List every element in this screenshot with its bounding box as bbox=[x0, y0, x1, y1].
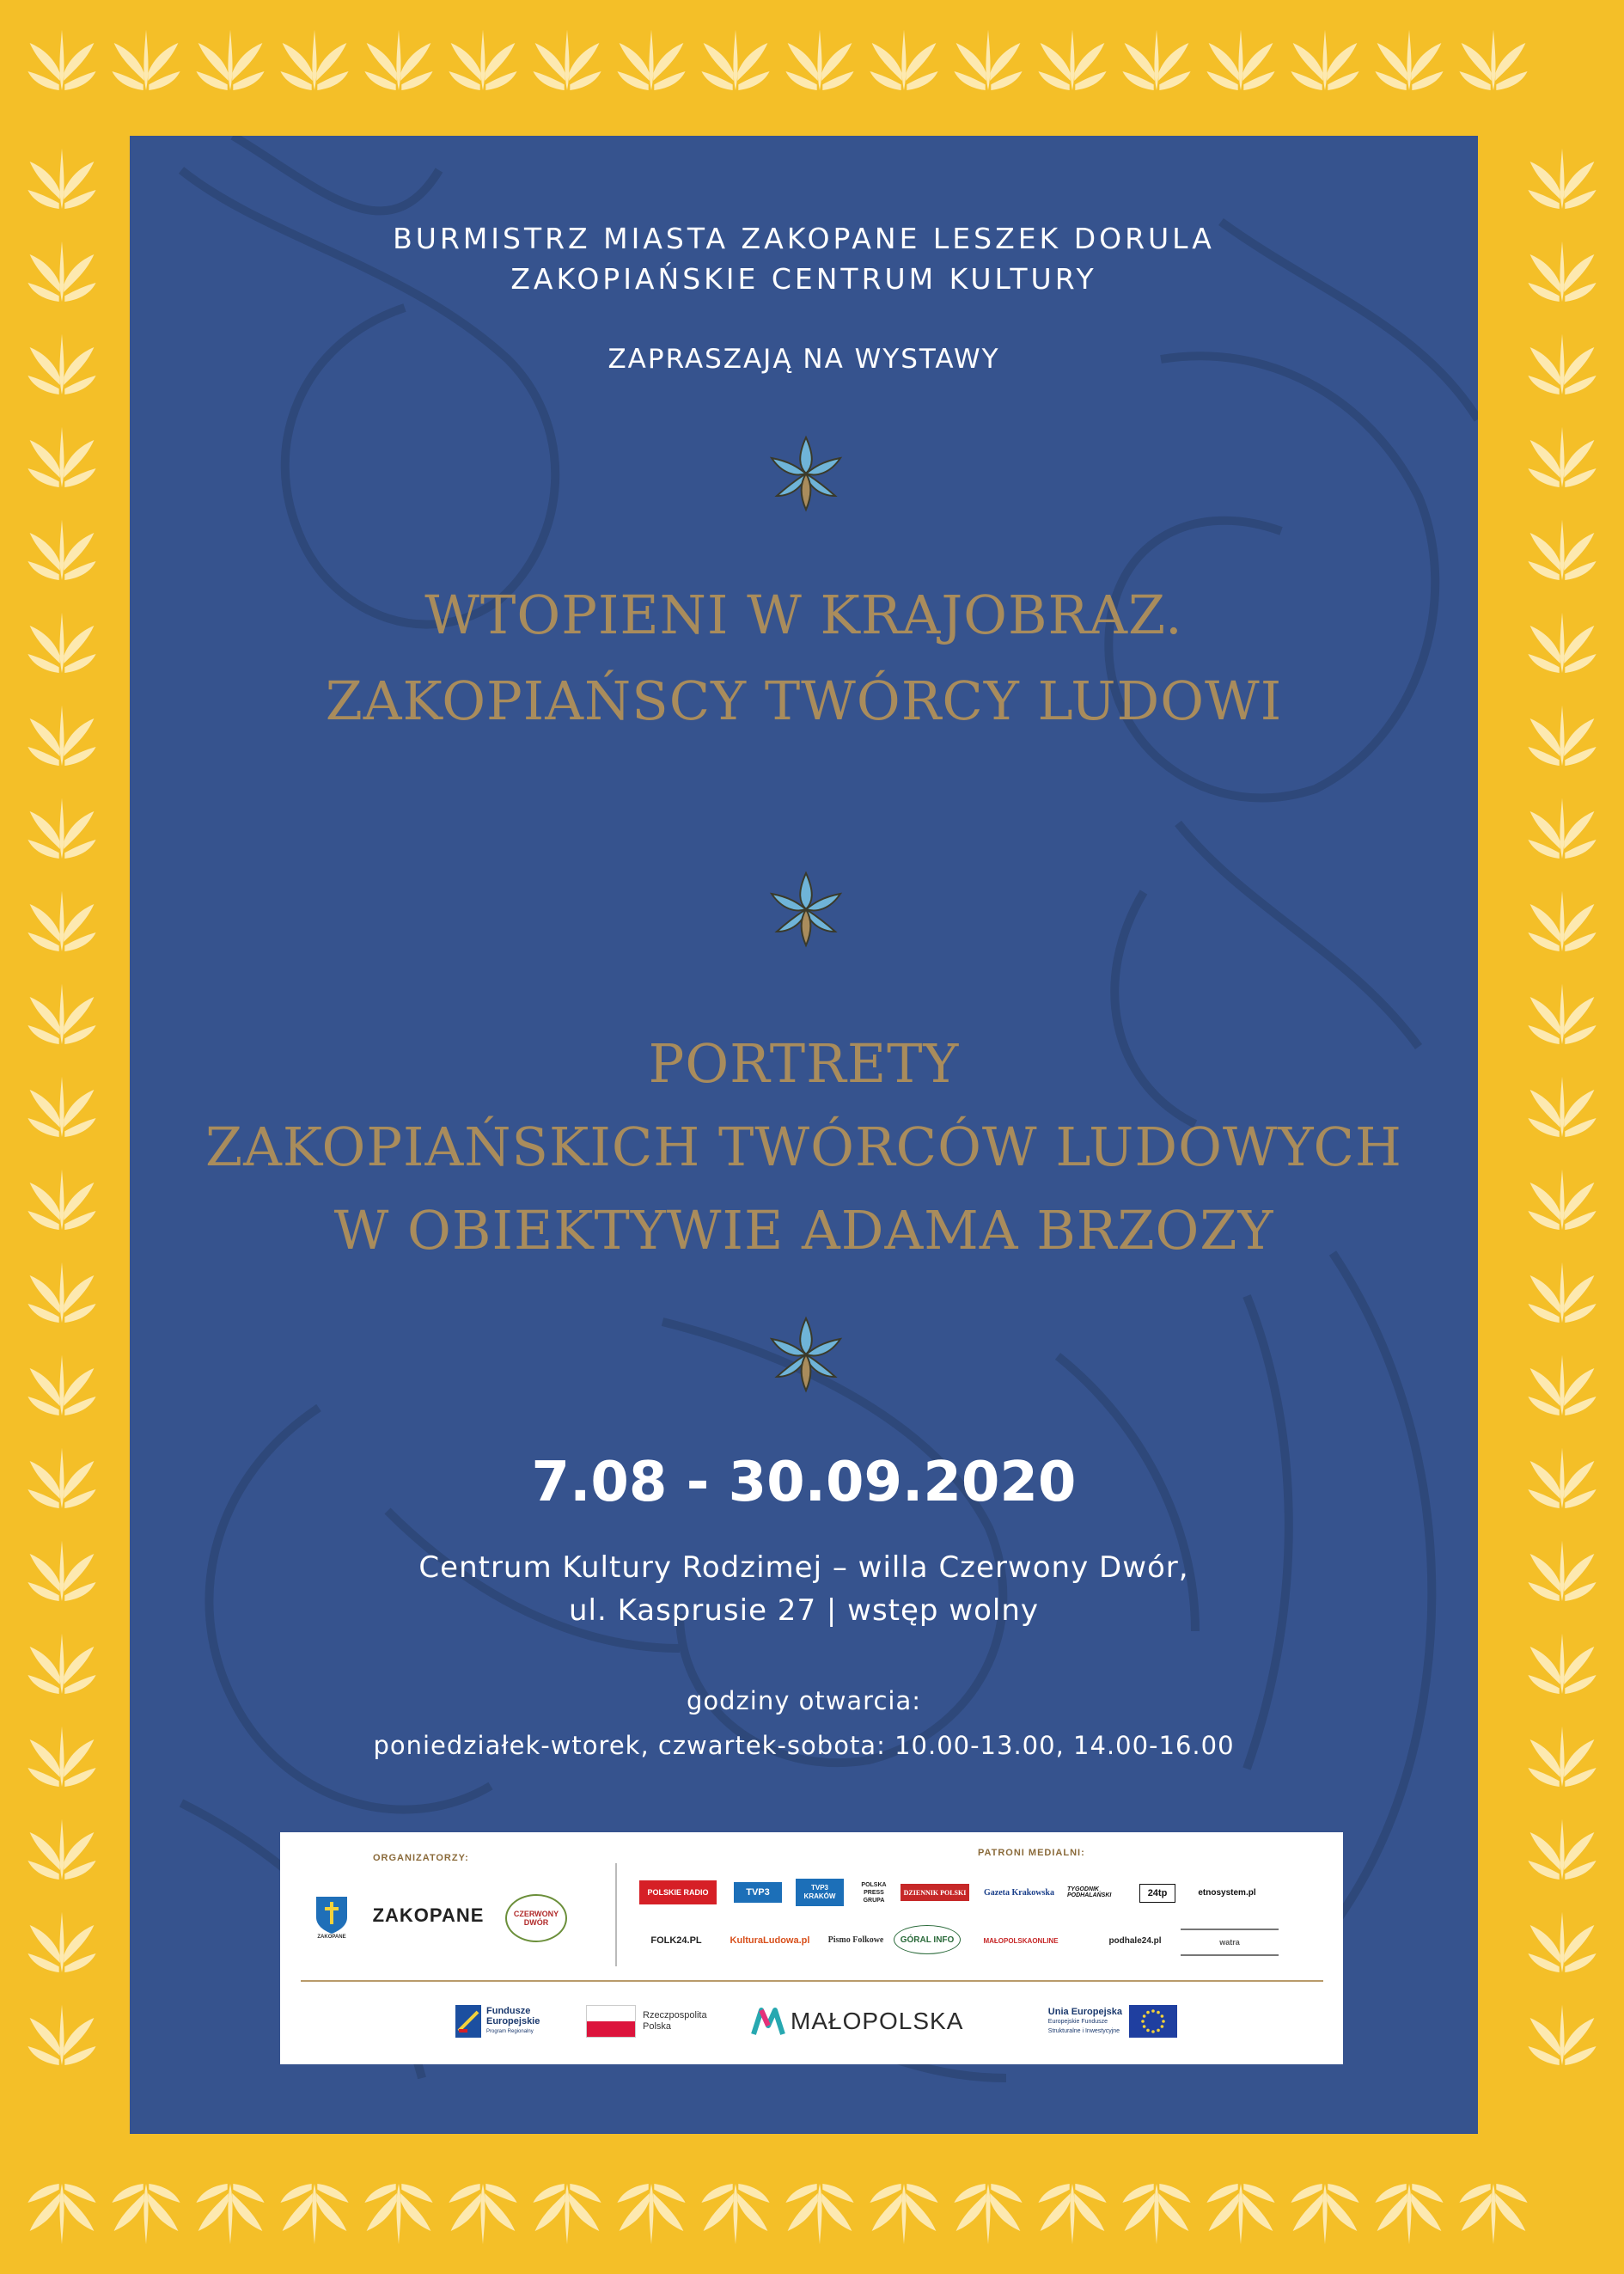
border-sprig-ornament bbox=[1122, 30, 1190, 90]
kultura-ludowa-logo: KulturaLudowa.pl bbox=[730, 1935, 810, 1946]
border-sprig-ornament bbox=[27, 520, 95, 580]
border-sprig-ornament bbox=[27, 30, 95, 90]
border-sprig-ornament bbox=[1528, 334, 1596, 394]
tygodnik-podhalanski-logo: TYGODNIK PODHALAŃSKI bbox=[1067, 1886, 1112, 1898]
coat-of-arms-caption: ZAKOPANE bbox=[317, 1935, 346, 1940]
border-sprig-ornament bbox=[785, 30, 853, 90]
eu-star bbox=[1157, 2029, 1160, 2033]
border-sprig-ornament bbox=[1528, 1170, 1596, 1230]
border-sprig-ornament bbox=[1459, 2184, 1527, 2244]
border-sprig-ornament bbox=[364, 30, 432, 90]
border-sprig-ornament bbox=[27, 427, 95, 487]
border-sprig-ornament bbox=[1528, 706, 1596, 766]
border-sprig-ornament bbox=[27, 1170, 95, 1230]
eu-star bbox=[1143, 2025, 1146, 2028]
border-sprig-ornament bbox=[1528, 891, 1596, 951]
tvp3-logo: TVP3 bbox=[734, 1882, 782, 1903]
border-sprig-ornament bbox=[533, 2184, 601, 2244]
border-sprig-ornament bbox=[27, 1262, 95, 1323]
border-sprig-ornament bbox=[112, 30, 180, 90]
rp-line-2: Polska bbox=[643, 2021, 672, 2032]
organizer-line-2: ZAKOPIAŃSKIE CENTRUM KULTURY bbox=[510, 262, 1097, 296]
eu-line-2: Europejskie Fundusze bbox=[1047, 2018, 1108, 2025]
border-sprig-ornament bbox=[1122, 2184, 1190, 2244]
border-sprig-ornament bbox=[364, 2184, 432, 2244]
border-sprig-ornament bbox=[1291, 30, 1358, 90]
border-sprig-ornament bbox=[1375, 30, 1443, 90]
eu-star bbox=[1151, 2009, 1155, 2013]
border-sprig-ornament bbox=[701, 2184, 769, 2244]
border-sprig-ornament bbox=[449, 30, 516, 90]
border-sprig-ornament bbox=[27, 149, 95, 209]
border-sprig-ornament bbox=[27, 2005, 95, 2065]
border-sprig-ornament bbox=[1528, 1448, 1596, 1508]
border-sprig-ornament bbox=[1528, 241, 1596, 302]
border-sprig-ornament bbox=[954, 2184, 1022, 2244]
venue-line-2: ul. Kasprusie 27 | wstęp wolny bbox=[568, 1593, 1040, 1628]
opening-hours-label: godziny otwarcia: bbox=[686, 1686, 922, 1715]
fundusze-europejskie-logo bbox=[455, 1997, 576, 2045]
border-sprig-ornament bbox=[112, 2184, 180, 2244]
sponsor-divider-vertical bbox=[615, 1863, 617, 1966]
eu-star bbox=[1161, 2025, 1164, 2028]
border-sprig-ornament bbox=[1206, 30, 1274, 90]
border-sprig-ornament bbox=[1528, 1262, 1596, 1323]
border-sprig-ornament bbox=[27, 706, 95, 766]
border-sprig-ornament bbox=[449, 2184, 516, 2244]
border-sprig-ornament bbox=[1038, 30, 1106, 90]
flower-motif-icon bbox=[765, 868, 847, 951]
exhibition-1-title-line-1: WTOPIENI W KRAJOBRAZ. bbox=[424, 584, 1183, 646]
fe-line-3: Program Regionalny bbox=[486, 2029, 534, 2034]
border-sprig-ornament bbox=[27, 1448, 95, 1508]
flower-motif-icon bbox=[765, 432, 847, 515]
flower-motif-icon bbox=[765, 1313, 847, 1396]
border-sprig-ornament bbox=[1528, 1727, 1596, 1787]
border-sprig-ornament bbox=[27, 798, 95, 859]
border-sprig-ornament bbox=[1528, 1355, 1596, 1415]
border-sprig-ornament bbox=[701, 30, 769, 90]
zakopane-coat-of-arms-logo bbox=[313, 1891, 351, 1944]
opening-hours-value: poniedziałek-wtorek, czwartek-sobota: 10.00-13.00, 14.00-16.00 bbox=[373, 1731, 1235, 1760]
eu-star bbox=[1146, 2029, 1150, 2033]
unia-europejska-logo bbox=[1009, 1997, 1177, 2045]
eu-flag-icon bbox=[1129, 2005, 1177, 2038]
border-sprig-ornament bbox=[1528, 1634, 1596, 1694]
tvp3-krakow-logo: TVP3 KRAKÓW bbox=[796, 1879, 844, 1906]
polish-flag-icon bbox=[586, 2005, 636, 2038]
border-sprig-ornament bbox=[1459, 30, 1527, 90]
etnosystem-logo: etnosystem.pl bbox=[1198, 1887, 1256, 1898]
eu-star bbox=[1146, 2011, 1150, 2014]
border-sprig-ornament bbox=[27, 891, 95, 951]
venue-line-1: Centrum Kultury Rodzimej – willa Czerwony Dwór, bbox=[418, 1550, 1189, 1585]
exhibition-2-title-line-3: W OBIEKTYWIE ADAMA BRZOZY bbox=[333, 1199, 1274, 1262]
malopolska-wordmark: MAŁOPOLSKA bbox=[791, 2008, 964, 2034]
zakopane-wordmark-logo: ZAKOPANE bbox=[372, 1904, 485, 1926]
border-sprig-ornament bbox=[870, 30, 937, 90]
border-sprig-ornament bbox=[27, 2184, 95, 2244]
border-sprig-ornament bbox=[1528, 984, 1596, 1044]
border-sprig-ornament bbox=[1528, 798, 1596, 859]
media-patrons-label: PATRONI MEDIALNI: bbox=[978, 1848, 1085, 1858]
polskie-radio-logo: POLSKIE RADIO bbox=[639, 1880, 717, 1904]
border-sprig-ornament bbox=[1528, 2005, 1596, 2065]
exhibition-panel bbox=[130, 136, 1478, 2134]
eu-star bbox=[1141, 2020, 1145, 2023]
border-sprig-ornament bbox=[27, 1727, 95, 1787]
goral-info-logo: GÓRAL INFO bbox=[894, 1925, 961, 1954]
border-sprig-ornament bbox=[1528, 520, 1596, 580]
border-sprig-ornament bbox=[27, 241, 95, 302]
malopolska-online-logo: MAŁOPOLSKAONLINE bbox=[983, 1936, 1059, 1945]
border-sprig-ornament bbox=[954, 30, 1022, 90]
pismo-folkowe-logo: Pismo Folkowe bbox=[827, 1935, 884, 1945]
24tp-logo: 24tp bbox=[1139, 1884, 1175, 1903]
border-sprig-ornament bbox=[1375, 2184, 1443, 2244]
gazeta-krakowska-logo: Gazeta Krakowska bbox=[984, 1887, 1054, 1898]
sponsor-divider-horizontal bbox=[301, 1980, 1323, 1982]
border-sprig-ornament bbox=[27, 1819, 95, 1880]
rp-line-1: Rzeczpospolita bbox=[643, 2010, 707, 2020]
border-sprig-ornament bbox=[280, 2184, 348, 2244]
border-sprig-ornament bbox=[1528, 427, 1596, 487]
border-sprig-ornament bbox=[1206, 2184, 1274, 2244]
rzeczpospolita-polska-logo bbox=[586, 2001, 732, 2042]
border-sprig-ornament bbox=[27, 1634, 95, 1694]
border-sprig-ornament bbox=[27, 1355, 95, 1415]
border-sprig-ornament bbox=[1528, 613, 1596, 673]
exhibition-2-title-line-1: PORTRETY bbox=[648, 1032, 960, 1095]
border-sprig-ornament bbox=[1038, 2184, 1106, 2244]
border-sprig-ornament bbox=[785, 2184, 853, 2244]
eu-star bbox=[1162, 2020, 1165, 2023]
podhale24-logo: podhale24.pl bbox=[1108, 1935, 1162, 1946]
border-sprig-ornament bbox=[280, 30, 348, 90]
eu-line-3: Strukturalne i Inwestycyjne bbox=[1047, 2027, 1120, 2034]
border-sprig-ornament bbox=[1291, 2184, 1358, 2244]
border-sprig-ornament bbox=[870, 2184, 937, 2244]
exhibition-2-title-line-2: ZAKOPIAŃSKICH TWÓRCÓW LUDOWYCH bbox=[205, 1116, 1402, 1178]
eu-star bbox=[1151, 2030, 1155, 2033]
czerwony-dwor-logo: CZERWONY DWÓR bbox=[505, 1894, 567, 1942]
eu-star bbox=[1157, 2011, 1160, 2014]
border-sprig-ornament bbox=[1528, 149, 1596, 209]
border-sprig-ornament bbox=[27, 1077, 95, 1137]
border-sprig-ornament bbox=[27, 613, 95, 673]
sponsors-strip bbox=[280, 1832, 1343, 2064]
dziennik-polski-logo: DZIENNIK POLSKI bbox=[901, 1884, 969, 1901]
border-sprig-ornament bbox=[196, 30, 264, 90]
eu-line-1: Unia Europejska bbox=[1047, 2006, 1122, 2017]
border-sprig-ornament bbox=[1528, 1541, 1596, 1601]
border-sprig-ornament bbox=[196, 2184, 264, 2244]
folk24-logo: FOLK24.PL bbox=[650, 1935, 702, 1946]
malopolska-logo bbox=[751, 2001, 992, 2042]
invitation-text: ZAPRASZAJĄ NA WYSTAWY bbox=[607, 344, 1000, 375]
border-sprig-ornament bbox=[27, 334, 95, 394]
border-sprig-ornament bbox=[27, 1541, 95, 1601]
watra-logo: watra bbox=[1181, 1929, 1279, 1956]
eu-star bbox=[1143, 2014, 1146, 2018]
border-sprig-ornament bbox=[1528, 1912, 1596, 1972]
border-sprig-ornament bbox=[27, 984, 95, 1044]
organizers-label: ORGANIZATORZY: bbox=[373, 1853, 469, 1863]
border-sprig-ornament bbox=[1528, 1077, 1596, 1137]
border-sprig-ornament bbox=[617, 2184, 685, 2244]
border-sprig-ornament bbox=[533, 30, 601, 90]
fe-line-1: Fundusze bbox=[486, 2006, 531, 2016]
exhibition-1-title-line-2: ZAKOPIAŃSCY TWÓRCY LUDOWI bbox=[325, 669, 1283, 732]
fe-line-2: Europejskie bbox=[486, 2016, 540, 2026]
eu-star bbox=[1161, 2014, 1164, 2018]
organizer-line-1: BURMISTRZ MIASTA ZAKOPANE LESZEK DORULA bbox=[393, 222, 1215, 255]
border-sprig-ornament bbox=[27, 1912, 95, 1972]
polska-press-logo: POLSKA PRESS GRUPA bbox=[861, 1881, 887, 1904]
border-sprig-ornament bbox=[617, 30, 685, 90]
exhibition-dates: 7.08 - 30.09.2020 bbox=[531, 1451, 1077, 1514]
border-sprig-ornament bbox=[1528, 1819, 1596, 1880]
